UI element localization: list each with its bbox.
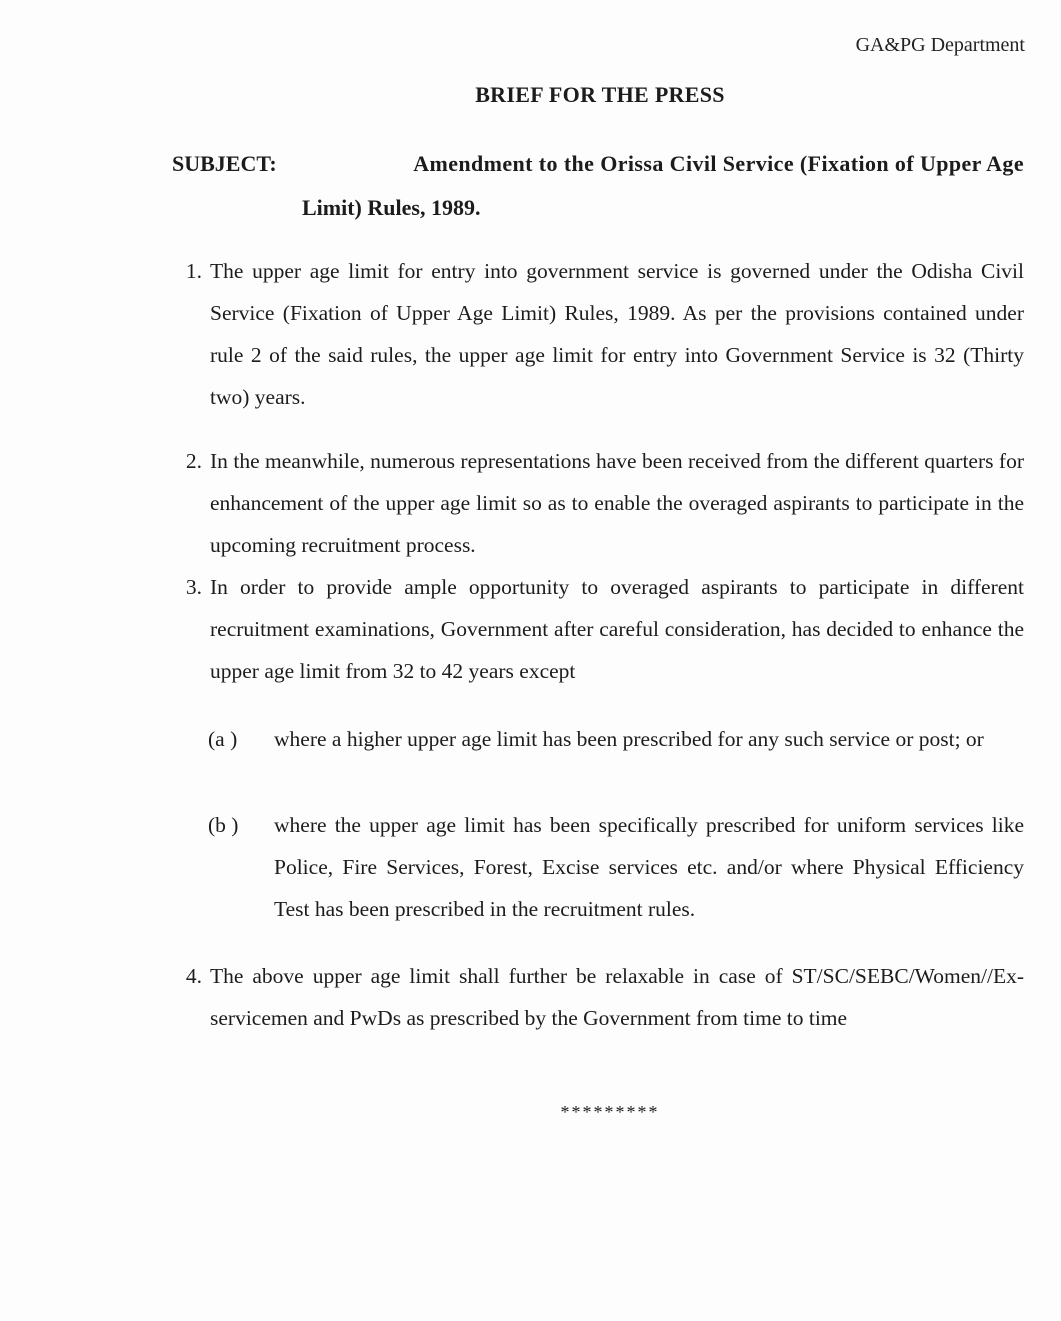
paragraph-3 xyxy=(168,566,1024,692)
exception-b xyxy=(208,804,1024,930)
exception-a xyxy=(208,718,1024,760)
paragraph-text: The upper age limit for entry into government service is governed under the Odisha Civil Service (Fixation of Upper Age Limit) Rules, 1989. As per the provisions contained under rule 2 of the said rules, the upper age limit for entry into Government Service is 32 (Thirty two) years. xyxy=(210,259,1024,409)
paragraph-text: In order to provide ample opportunity to overaged aspirants to participate in different recruitment examinations, Government after careful consideration, has decided to enhance the upper age limit from 32 to 42 years except xyxy=(210,575,1024,683)
subject-line-2: Limit) Rules, 1989. xyxy=(302,195,481,220)
paragraph-1 xyxy=(168,250,1024,418)
exception-marker: (b ) xyxy=(208,813,239,837)
exception-marker: (a ) xyxy=(208,727,238,751)
exception-text: where a higher upper age limit has been prescribed for any such service or post; or xyxy=(274,727,984,751)
paragraph-text: In the meanwhile, numerous representations have been received from the different quarters for enhancement of the upper age limit so as to enable the overaged aspirants to participate in the upcoming recruitment process. xyxy=(210,449,1024,557)
subject-line-1 xyxy=(172,142,1024,186)
paragraph-text: The above upper age limit shall further be relaxable in case of ST/SC/SEBC/Women//Ex-servicemen and PwDs as prescribed by the Government from time to time xyxy=(210,964,1024,1030)
subject-text: Amendment to the Orissa Civil Service (Fixation of Upper Age xyxy=(413,151,1024,176)
document-title: BRIEF FOR THE PRESS xyxy=(475,82,725,107)
paragraph-number: 3. xyxy=(185,575,202,599)
paragraph-number: 2. xyxy=(185,449,202,473)
department-label: GA&PG Department xyxy=(855,34,1025,56)
paragraph-2 xyxy=(168,440,1024,566)
exception-text: where the upper age limit has been specifically prescribed for uniform services like Police, Fire Services, Forest, Excise services etc. and/or where Physical Efficiency Test has been prescribed in the recruitment rules. xyxy=(274,813,1024,921)
subject-label: SUBJECT: xyxy=(172,151,277,176)
paragraph-number: 1. xyxy=(185,259,202,283)
paragraph-number: 4. xyxy=(185,964,202,988)
end-of-document-mark: ********* xyxy=(560,1102,660,1122)
paragraph-4 xyxy=(168,955,1024,1039)
subject-block xyxy=(172,142,1024,230)
